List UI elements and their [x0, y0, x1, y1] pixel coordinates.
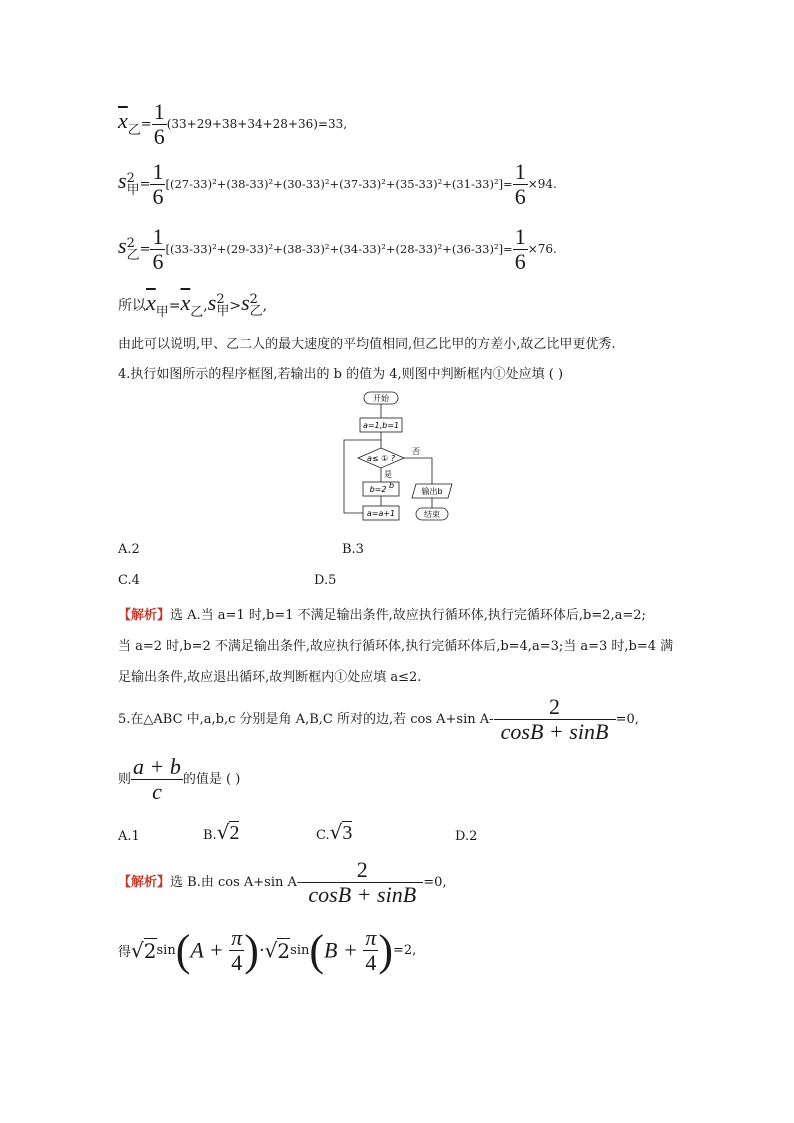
q5-option-c: C.√3 [316, 820, 353, 844]
assign-b-exponent: b [389, 481, 395, 490]
q4-option-a: A.2 [118, 542, 140, 557]
q5-fraction: $\frac{2}{\cos B + \sin B}$ [494, 695, 616, 744]
end-label: 结束 [424, 510, 440, 519]
q5-option-b: B.√2 [203, 820, 240, 844]
q4-option-d: D.5 [314, 573, 337, 588]
variance-expression: [(33-33)²+(29-33)²+(38-33)²+(34-33)²+(28-33)²+(36-33)²]= [165, 242, 513, 256]
cond-label: a≤ ① ? [366, 454, 396, 463]
assign-b-label: b=2 [369, 485, 387, 494]
q5-ratio-fraction: $\frac{a + b}{c}$ [133, 754, 181, 804]
yes-label: 是 [384, 470, 392, 479]
fraction-one-sixth: $\frac{1}{6}$ [514, 224, 526, 274]
q4-option-c: C.4 [118, 573, 140, 588]
init-label: a=1,b=1 [362, 421, 400, 430]
q5-stem: 5.在△ABC 中,a,b,c 分别是角 A,B,C 所对的边,若 cos A+sin A- $\frac{2}{\cos B + \sin B}$ =0, [118, 694, 639, 744]
fraction-one-sixth: $\frac{1}{6}$ [514, 159, 526, 209]
assign-a-label: a=a+1 [366, 509, 396, 518]
sqrt-icon: √ [329, 820, 343, 844]
x-bar-symbol: $\overline{x}$ [118, 108, 128, 133]
fraction-one-sixth: $\frac{1}{6}$ [153, 99, 165, 149]
q4-stem: 4.执行如图所示的程序框图,若输出的 b 的值为 4,则图中判断框内①处应填 ( ) [118, 367, 564, 382]
q4-analysis-line-2: 当 a=2 时,b=2 不满足输出条件,故应执行循环体,执行完循环体后,b=4,a=3;当 a=3 时,b=4 满 [118, 639, 674, 654]
q5-option-a: A.1 [118, 829, 140, 844]
pi-over-four: $\frac{\pi}{4}$ [365, 925, 377, 975]
subscript-yi: 乙 [127, 123, 141, 138]
output-label: 输出b [421, 487, 443, 496]
no-label: 否 [412, 447, 420, 456]
eq-variance-yi: s 2 乙 = $\frac{1}{6}$ [(33-33)²+(29-33)²+(38-33)²+(34-33)²+(28-33)²+(36-33)²]= $\frac{1}{6}$ ×76. [118, 224, 557, 274]
s-symbol: s [118, 233, 127, 258]
analysis-tag: 【解析】 [118, 608, 171, 623]
eq-variance-jia: s 2 甲 = $\frac{1}{6}$ [(27-33)²+(38-33)²+(30-33)²+(37-33)²+(35-33)²+(31-33)²]= $\frac{1}{6}$ ×94. [118, 159, 557, 209]
mean-expression: (33+29+38+34+28+36)=33, [166, 117, 348, 131]
q5-analysis-line-1: 【解析】选 B.由 cos A+sin A- $\frac{2}{\cos B + \sin B}$ =0, [118, 857, 447, 907]
sqrt-icon: √ [216, 820, 230, 844]
equals-sign: = [140, 117, 152, 132]
s-symbol: s [118, 168, 127, 193]
q4-analysis-line-1: 【解析】选 A.当 a=1 时,b=1 不满足输出条件,故应执行循环体,执行完循环体后,b=2,a=2; [118, 608, 646, 623]
pi-over-four: $\frac{\pi}{4}$ [231, 925, 243, 975]
fraction-one-sixth: $\frac{1}{6}$ [152, 224, 164, 274]
q4-option-b: B.3 [342, 542, 364, 557]
q5-analysis-line-2: 得√2sin(A + $\frac{\pi}{4}$ )·√2sin(B + $\frac{\pi}{4}$ )=2, [118, 925, 417, 975]
sqrt-icon: √ [264, 938, 278, 963]
summary-text: 由此可以说明,甲、乙二人的最大速度的平均值相同,但乙比甲的方差小,故乙比甲更优秀. [118, 337, 616, 352]
eq-mean-yi [118, 100, 347, 149]
variance-expression: [(27-33)²+(38-33)²+(30-33)²+(37-33)²+(35-33)²+(31-33)²]= [165, 177, 513, 191]
q5-ask: 则 $\frac{a + b}{c}$ 的值是 ( ) [118, 754, 241, 804]
analysis-tag: 【解析】 [118, 875, 171, 890]
flowchart [336, 390, 476, 530]
fraction-one-sixth: $\frac{1}{6}$ [152, 159, 164, 209]
q5-analysis-fraction: $\frac{2}{\cos B + \sin B}$ [301, 858, 423, 907]
q4-analysis-line-3: 足输出条件,故应退出循环,故判断框内①处应填 a≤2. [118, 670, 422, 685]
q5-option-d: D.2 [455, 829, 478, 844]
start-label: 开始 [373, 394, 389, 403]
sqrt-icon: √ [131, 938, 144, 963]
conclusion-line: 所以$\overline{x}$甲$=\overline{x}$乙,s 2 甲 >s 2 乙 , [118, 290, 268, 320]
